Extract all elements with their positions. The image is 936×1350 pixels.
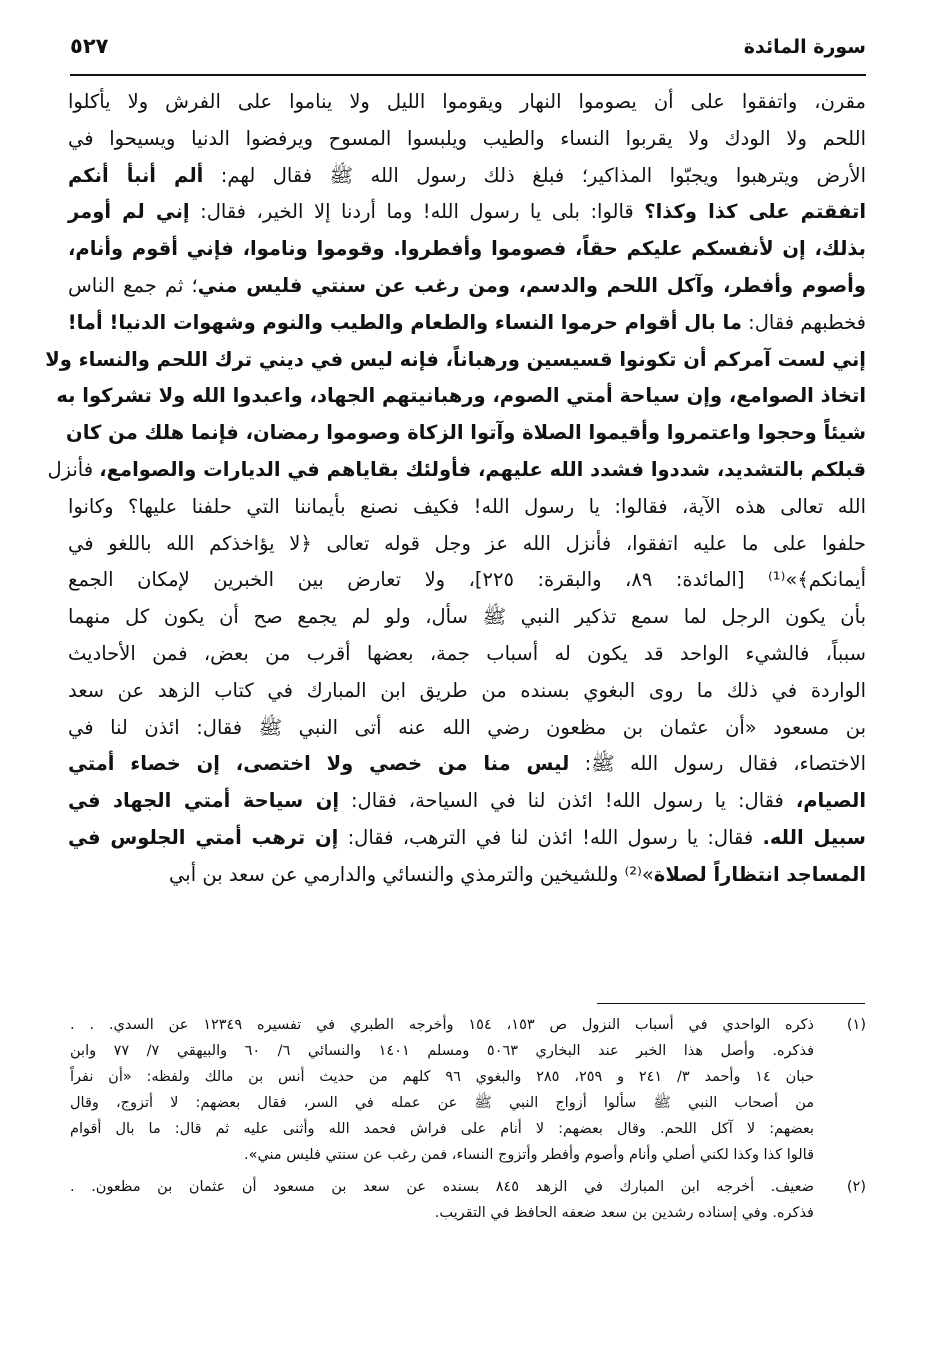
text-line — [68, 857, 866, 894]
footnote-number: (٢) — [846, 1179, 866, 1195]
bold-text-segment: إني لم أومر — [68, 200, 190, 224]
page-header — [70, 28, 866, 68]
text-segment: الواردة في ذلك ما روى البغوي بسنده من طريق ابن المبارك في كتاب الزهد عن سعد — [68, 678, 866, 702]
text-line — [68, 783, 866, 820]
bold-text-segment: ليس منا من خصي ولا اختصى، إن خصاء أمتي — [68, 752, 570, 776]
text-segment: سبباً، فالشيء الواحد قد يكون له أسباب جمة، بعضها أقرب من بعض، فمن الأحاديث — [68, 641, 866, 665]
text-segment: »⁽²⁾ وللشيخين والترمذي والنسائي والدارمي عن سعد بن أبي — [169, 862, 654, 886]
footnote-line: فذكره. وفي إسناده رشدين بن سعد ضعفه الحافظ في التقريب. — [434, 1205, 814, 1221]
text-line — [68, 710, 866, 747]
text-line — [47, 452, 866, 489]
bold-text-segment: قبلكم بالتشديد، شددوا فشدد الله عليهم، فأولئك بقاياهم في الديارات والصوامع، — [99, 457, 866, 481]
main-text — [45, 84, 867, 894]
bold-text-segment: ألم أنبأ أنكم — [68, 163, 204, 187]
text-line — [68, 415, 866, 452]
text-line — [68, 599, 866, 636]
footnote-line: من أصحاب النبي ﷺ سألوا أزواج النبي ﷺ عن عمله في السر، فقال بعضهم: لا أتزوج، وقال — [70, 1095, 814, 1111]
text-line — [68, 158, 866, 195]
bold-text-segment: إني لست آمركم أن تكونوا قسيسين ورهباناً، فإنه ليس في ديني ترك اللحم والنساء ولا — [45, 347, 866, 371]
footnote-line: ذكره الواحدي في أسباب النزول ص ١٥٣، ١٥٤ وأخرجه الطبري في تفسيره ١٢٣٤٩ عن السدي. . . — [70, 1017, 815, 1033]
footnote-number: (١) — [846, 1017, 866, 1033]
bold-text-segment: بذلك، إن لأنفسكم عليكم حقاً، فصوموا وأفطروا. وقوموا وناموا، فإني أقوم وأنام، — [68, 237, 866, 261]
bold-text-segment: إن سياحة أمتي الجهاد في — [68, 789, 340, 813]
text-segment: بن مسعود «أن عثمان بن مظعون رضي الله عنه أتى النبي ﷺ فقال: ائذن لنا في — [68, 715, 866, 739]
text-segment: الاختصاء، فقال رسول الله ﷺ: — [569, 752, 866, 776]
text-line — [68, 305, 866, 342]
footnote-line: ضعيف. أخرجه ابن المبارك في الزهد ٨٤٥ بسنده عن سعد بن مسعود أن عثمان بن مظعون. . — [70, 1179, 814, 1195]
footnote-line: فذكره. وأصل هذا الخبر عند البخاري ٥٠٦٣ ومسلم ١٤٠١ والنسائي ٦/ ٦٠ والبيهقي ٧/ ٧٧ وابن — [70, 1043, 814, 1059]
bold-text-segment: شيئاً وحجوا واعتمروا وأقيموا الصلاة وآتوا الزكاة وصوموا رمضان، فإنما هلك من كان — [66, 421, 866, 445]
footnote — [70, 1174, 866, 1226]
text-line — [45, 342, 866, 379]
bold-text-segment: وأصوم وأفطر، وآكل اللحم والدسم، ومن رغب عن سنتي فليس مني — [197, 273, 866, 297]
text-segment: فخطبهم فقال: — [741, 310, 866, 334]
text-segment: فأنزل — [47, 457, 100, 481]
text-line — [68, 636, 866, 673]
footnote-line: حبان ١٤ وأحمد ٣/ ٢٤١ و ٢٥٩، ٢٨٥ والبغوي ٩٦ كلهم من حديث أنس بن مالك ولفظه: «أن نفراً — [70, 1069, 814, 1085]
text-line — [68, 268, 866, 305]
surah-title: سورة المائدة — [743, 36, 866, 58]
text-segment: فقال: يا رسول الله! ائذن لنا في السياحة، فقال: — [339, 789, 796, 813]
text-segment: الأرض ويترهبوا ويجبّوا المذاكير؛ فبلغ ذلك رسول الله ﷺ فقال لهم: — [203, 163, 866, 187]
text-segment: الله تعالى هذه الآية، فقالوا: يا رسول الله! فكيف نصنع بأيماننا التي حلفنا عليها؟ وكانوا — [68, 494, 866, 518]
text-segment: حلفوا على ما عليه اتفقوا، فأنزل الله عز وجل قوله تعالى ﴿لا يؤاخذكم الله باللغو في — [68, 531, 866, 555]
text-line — [68, 673, 866, 710]
text-line — [68, 526, 866, 563]
text-line — [68, 194, 866, 231]
footnote-line: بعضهم: لا آكل اللحم. وقال بعضهم: لا أنام على فراش فحمد الله وأثنى عليه ثم قال: ما بال أقوام — [70, 1121, 814, 1137]
text-line — [68, 121, 866, 158]
text-line — [56, 378, 866, 415]
footnotes — [70, 1012, 866, 1232]
bold-text-segment: سبيل الله. — [762, 825, 866, 849]
bold-text-segment: اتفقتم على كذا وكذا؟ — [644, 200, 867, 224]
bold-text-segment: المساجد انتظاراً لصلاة — [653, 862, 866, 886]
footnote-line: قالوا كذا وكذا لكني أصلي وأنام وأصوم وأفطر وأتزوج النساء، فمن رغب عن سنتي فليس مني». — [243, 1147, 814, 1163]
bold-text-segment: الصيام، — [795, 789, 867, 813]
header-rule — [70, 74, 866, 76]
text-line — [68, 489, 866, 526]
bold-text-segment: اتخاذ الصوامع، وإن سياحة أمتي الصوم، ورهبانيتهم الجهاد، واعبدوا الله ولا تشركوا به — [56, 384, 866, 408]
bold-text-segment: ما بال أقوام حرموا النساء والطعام والطيب والنوم وشهوات الدنيا! أما! — [67, 310, 742, 334]
text-segment: فقال: يا رسول الله! ائذن لنا في الترهب، فقال: — [338, 825, 763, 849]
text-line — [68, 562, 866, 599]
text-segment: بأن يكون الرجل لما سمع تذكير النبي ﷺ سأل، ولو لم يجمع صح أن يكون كل منهما — [68, 605, 866, 629]
text-segment: أيمانكم﴾»⁽¹⁾ [المائدة: ٨٩، والبقرة: ٢٢٥]، ولا تعارض بين الخبرين لإمكان الجمع — [68, 568, 866, 592]
text-segment: ؛ ثم جمع الناس — [68, 273, 198, 297]
footnote-separator — [597, 1003, 865, 1004]
footnote — [70, 1012, 866, 1168]
text-line — [68, 84, 866, 121]
text-segment: مقرن، واتفقوا على أن يصوموا النهار ويقوموا الليل ولا يناموا على الفرش ولا يأكلوا — [68, 90, 866, 113]
text-line — [68, 820, 866, 857]
text-segment: اللحم ولا الودك ولا يقربوا النساء والطيب ويلبسوا المسوح ويرفضوا الدنيا ويسيحوا في — [68, 126, 866, 150]
page-number: ٥٢٧ — [70, 34, 109, 58]
bold-text-segment: إن ترهب أمتي الجلوس في — [68, 825, 339, 849]
text-line — [68, 746, 866, 783]
text-line — [68, 231, 866, 268]
text-segment: قالوا: بلى يا رسول الله! وما أردنا إلا الخير، فقال: — [189, 200, 645, 224]
